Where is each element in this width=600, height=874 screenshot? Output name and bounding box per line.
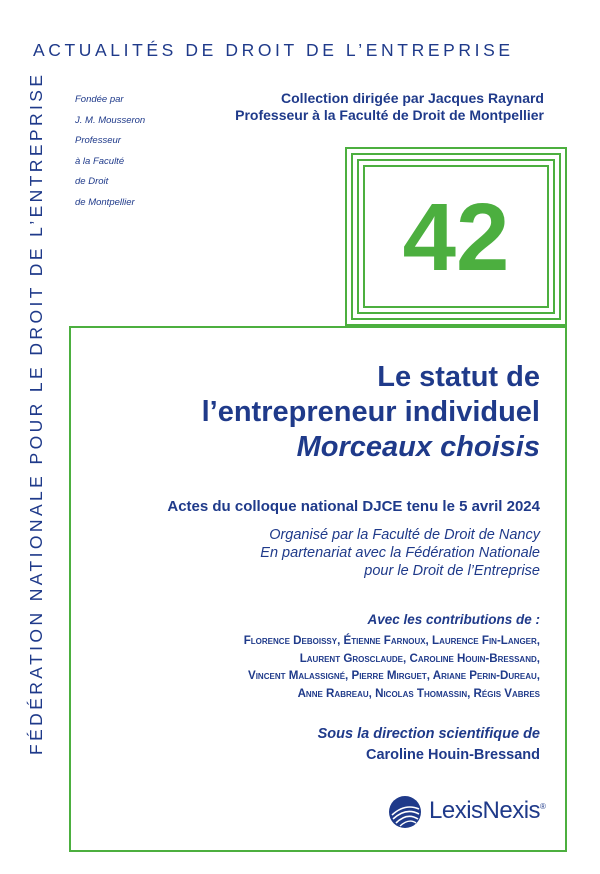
collection-director <box>235 90 544 124</box>
registered-mark: ® <box>540 802 546 811</box>
publisher-name-text: LexisNexis <box>429 797 541 824</box>
contributors-line: Laurent Grosclaude, Caroline Houin-Bressand, <box>299 651 540 665</box>
organisation-line: En partenariat avec la Fédération Nationale <box>260 545 540 561</box>
founder-note <box>75 90 145 213</box>
scientific-direction <box>318 724 540 766</box>
founder-line: de Droit <box>75 176 109 187</box>
title-line: l’entrepreneur individuel <box>201 396 540 428</box>
book-subtitle: Morceaux choisis <box>296 431 540 463</box>
organisation-line: pour le Droit de l’Entreprise <box>364 563 540 579</box>
title-line: Le statut de <box>377 361 540 393</box>
director-line: Collection dirigée par Jacques Raynard <box>281 90 544 106</box>
federation-vertical-title: FÉDÉRATION NATIONALE POUR LE DROIT DE L’ENTREPRISE <box>26 71 46 755</box>
direction-name: Caroline Houin-Bressand <box>365 747 540 763</box>
director-line: Professeur à la Faculté de Droit de Montpellier <box>235 107 544 123</box>
organisation-line: Organisé par la Faculté de Droit de Nancy <box>269 527 540 543</box>
book-title <box>202 360 540 465</box>
contributions-heading: Avec les contributions de : <box>367 612 540 627</box>
contributors-line: Florence Deboissy, Étienne Farnoux, Laurence Fin-Langer, <box>243 634 540 647</box>
founder-line: J. M. Mousseron <box>75 114 146 126</box>
founder-line: Professeur <box>75 135 121 146</box>
contributors-line: Vincent Malassigné, Pierre Mirguet, Ariane Perin-Dureau, <box>247 669 540 682</box>
contributors-list <box>244 632 540 702</box>
lexisnexis-globe-logo-icon <box>388 795 422 829</box>
series-title: ACTUALITÉS DE DROIT DE L’ENTREPRISE <box>33 40 514 60</box>
contributors-line: Anne Rabreau, Nicolas Thomassin, Régis Vabres <box>297 686 540 700</box>
founder-line: Fondée par <box>75 94 124 105</box>
publisher-logo <box>388 793 558 833</box>
colloquium-info: Actes du colloque national DJCE tenu le 5 avril 2024 <box>167 498 540 515</box>
direction-label: Sous la direction scientifique de <box>317 726 540 742</box>
organisation-info <box>260 526 540 580</box>
volume-number: 42 <box>402 184 510 291</box>
publisher-name <box>429 797 545 825</box>
founder-line: de Montpellier <box>75 196 135 208</box>
founder-line: à la Faculté <box>75 155 125 167</box>
